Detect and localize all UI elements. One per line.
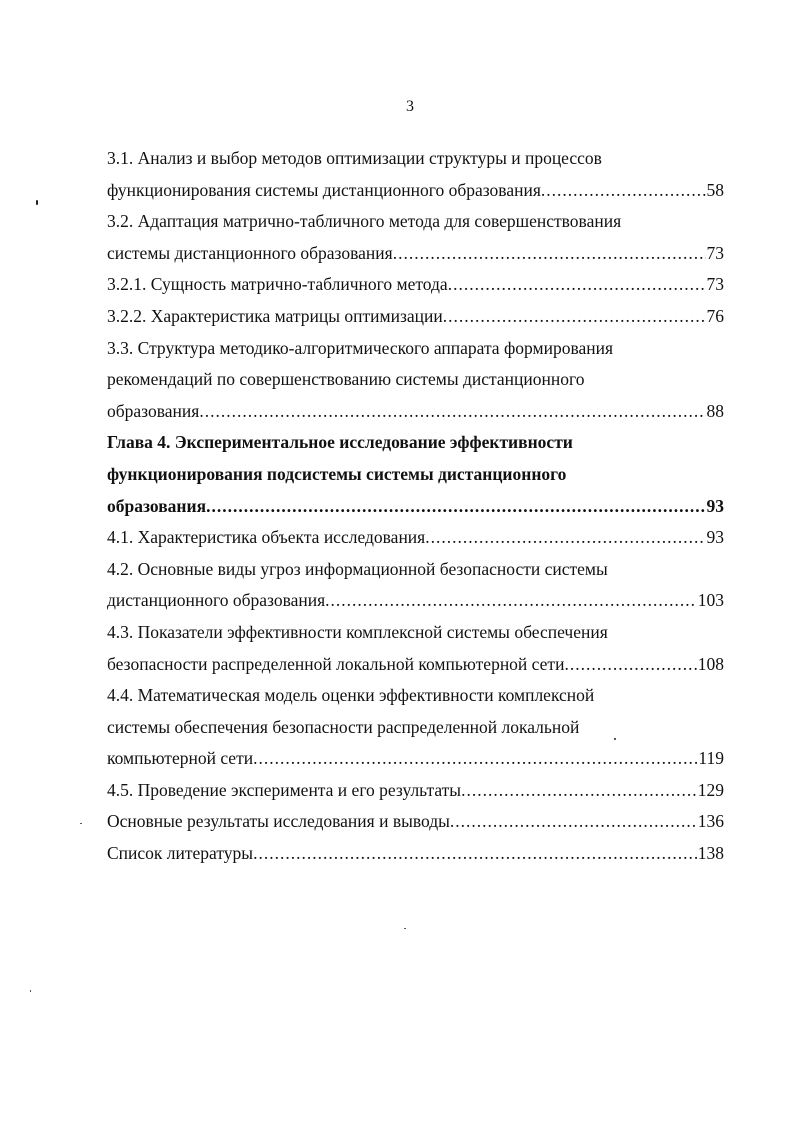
toc-chapter-4-line-3 (107, 491, 724, 523)
toc-entry-text: системы обеспечения безопасности распределенной локальной (107, 716, 580, 737)
scan-speck (614, 738, 616, 740)
toc-entry-4-2-line-2 (107, 585, 724, 617)
dot-leader (425, 522, 705, 554)
dot-leader (393, 238, 706, 270)
toc-page-number: 73 (706, 242, 724, 263)
dot-leader (199, 396, 705, 428)
toc-entry-text: системы дистанционного образования (107, 242, 393, 263)
dot-leader (253, 838, 697, 870)
toc-entry-text: 4.5. Проведение эксперимента и его результаты (107, 779, 462, 800)
toc-chapter-text: функционирования подсистемы системы дистанционного (107, 463, 567, 484)
toc-entry-text: Список литературы (107, 843, 254, 864)
scan-speck (80, 823, 82, 824)
toc-entry-text: безопасности распределенной локальной компьютерной сети (107, 653, 565, 674)
toc-entry-4-4-line-1 (107, 680, 724, 712)
toc-entry-4-3-line-2 (107, 649, 724, 681)
toc-entry-4-2-line-1 (107, 554, 724, 586)
toc-entry-3-3-line-2 (107, 364, 724, 396)
dot-leader (461, 775, 697, 807)
toc-page-number: 119 (698, 748, 724, 769)
toc-page-number: 138 (697, 843, 724, 864)
toc-entry-text: дистанционного образования (107, 590, 326, 611)
dot-leader (541, 175, 706, 207)
toc-entry-text: 4.4. Математическая модель оценки эффективности комплексной (107, 685, 595, 706)
dot-leader (443, 301, 706, 333)
toc-page-number: 93 (706, 495, 724, 516)
toc-chapter-text: образования (107, 495, 207, 516)
page-number: 3 (406, 98, 414, 115)
toc-entry-conclusions (107, 806, 724, 838)
dot-leader (448, 269, 706, 301)
toc-entry-text: рекомендаций по совершенствованию системы дистанционного (107, 369, 585, 390)
toc-entry-4-4-line-3 (107, 743, 724, 775)
toc-entry-text: компьютерной сети (107, 748, 254, 769)
scan-speck (30, 990, 31, 992)
toc-entry-text: 4.1. Характеристика объекта исследования (107, 527, 426, 548)
toc-chapter-text: Глава 4. Экспериментальное исследование эффективности (107, 432, 573, 453)
toc-entry-3-2-line-2 (107, 238, 724, 270)
toc-entry-text: образования (107, 400, 200, 421)
toc-entry-text: 4.3. Показатели эффективности комплексной системы обеспечения (107, 621, 608, 642)
dot-leader (206, 491, 705, 523)
toc-entry-3-3-line-1 (107, 333, 724, 365)
dot-leader (450, 806, 697, 838)
toc-entry-4-3-line-1 (107, 617, 724, 649)
dot-leader (253, 743, 697, 775)
toc-entry-text: 3.2.2. Характеристика матрицы оптимизации (107, 305, 443, 326)
scan-speck (404, 928, 406, 929)
toc-entry-text: 3.2.1. Сущность матрично-табличного метода (107, 274, 448, 295)
toc-page-number: 129 (697, 779, 724, 800)
scan-speck (36, 200, 38, 205)
toc-entry-3-3-line-3 (107, 396, 724, 428)
toc-page-number: 73 (706, 274, 724, 295)
toc-entry-text: Основные результаты исследования и выводы (107, 811, 450, 832)
toc-entry-3-1-line-1 (107, 143, 724, 175)
toc-entry-3-1-line-2 (107, 175, 724, 207)
table-of-contents (107, 143, 724, 870)
toc-entry-bibliography (107, 838, 724, 870)
toc-page-number: 103 (697, 590, 724, 611)
toc-entry-text: 3.3. Структура методико-алгоритмического аппарата формирования (107, 337, 614, 358)
toc-page-number: 58 (706, 179, 724, 200)
toc-page-number: 76 (706, 305, 724, 326)
toc-entry-text: 4.2. Основные виды угроз информационной безопасности системы (107, 558, 608, 579)
toc-entry-4-4-line-2 (107, 712, 724, 744)
toc-page-number: 136 (697, 811, 724, 832)
dot-leader (325, 585, 697, 617)
toc-entry-4-1 (107, 522, 724, 554)
toc-entry-4-5 (107, 775, 724, 807)
toc-page-number: 93 (706, 527, 724, 548)
toc-entry-3-2-line-1 (107, 206, 724, 238)
toc-entry-3-2-1 (107, 269, 724, 301)
toc-page-number: 108 (697, 653, 724, 674)
dot-leader (564, 649, 696, 681)
toc-chapter-4-line-1 (107, 427, 724, 459)
toc-entry-text: 3.2. Адаптация матрично-табличного метода для совершенствования (107, 211, 622, 232)
toc-entry-text: функционирования системы дистанционного образования (107, 179, 541, 200)
toc-chapter-4-line-2 (107, 459, 724, 491)
toc-entry-text: 3.1. Анализ и выбор методов оптимизации структуры и процессов (107, 148, 602, 168)
toc-page-number: 88 (706, 400, 724, 421)
toc-entry-3-2-2 (107, 301, 724, 333)
